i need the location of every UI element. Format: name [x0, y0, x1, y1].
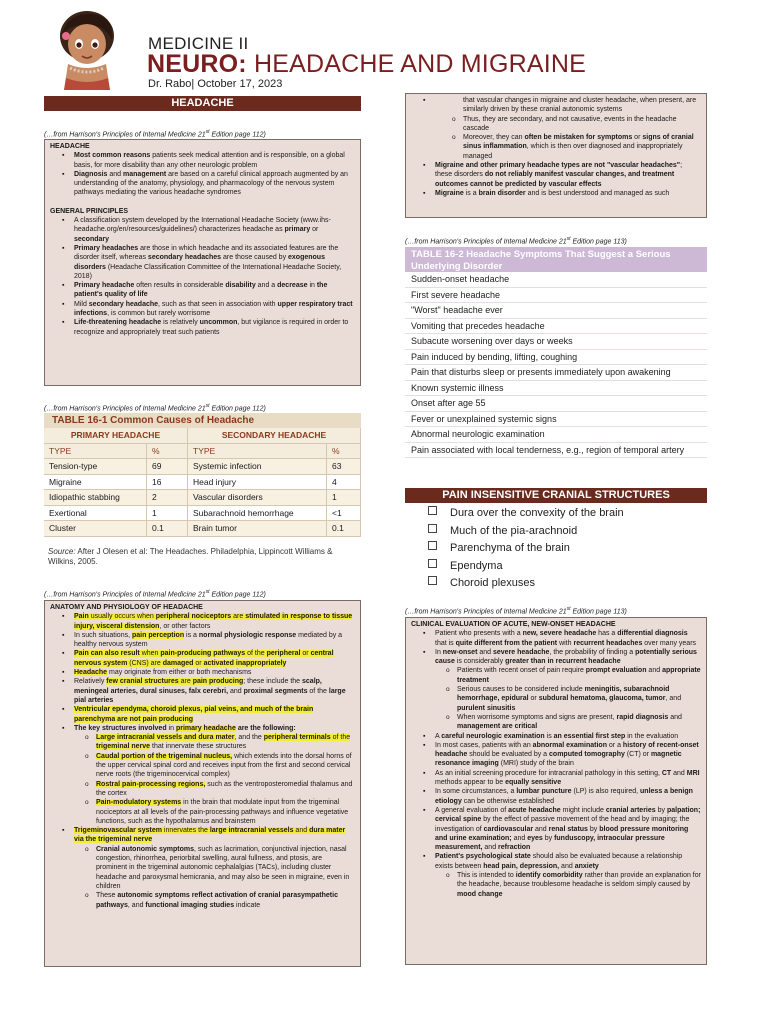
table-cell: 69 [147, 459, 188, 475]
section-bar-headache: HEADACHE [44, 96, 361, 111]
checkbox-icon [428, 524, 437, 533]
table-cell: 1 [147, 505, 188, 521]
headache-box [44, 139, 361, 386]
checkbox-icon [428, 506, 437, 515]
list-item: ▪ Diagnosis and management are based on a careful clinical approach augmented by an understanding of the anatomy, physiology, and pharmacology of the nervous system pathways mediating the various headache syndromes [74, 170, 355, 198]
list-item: ▪ Patient's psychological state should also be evaluated because a relationship exists between head pain, depression, and anxiety o This is intended to identify comorbidity rather than provide an explanation for the headache, because troublesome headache is seldom simply caused by mood change [435, 852, 701, 898]
table-cell: 1 [327, 490, 361, 506]
table-row: Abnormal neurologic examination [405, 427, 707, 443]
column-header: TYPE [188, 443, 327, 459]
table-cell: 4 [327, 474, 361, 490]
list-item: ▪ Primary headache often results in considerable disability and a decrease in the patient's quality of life [74, 281, 355, 300]
list-item [428, 575, 624, 593]
table-16-2 [405, 247, 707, 468]
table-row [44, 505, 361, 521]
table-cell: Head injury [188, 474, 327, 490]
table-cell: 2 [147, 490, 188, 506]
group-header-primary: PRIMARY HEADACHE [44, 428, 188, 443]
list-item: ▪ A general evaluation of acute headache might include cranial arteries by palpation; cervical spine by the effect of passive movement of the head and by imaging; the investigation of cardiovascular and renal status by blood pressure monitoring and urine examination; and eyes by funduscopy, intraocular pressure measurement, and refraction [435, 806, 701, 852]
list-item: ▪ Patient who presents with a new, severe headache has a differential diagnosis that is quite different from the patient with recurrent headaches over many years [435, 629, 701, 648]
table-row [44, 459, 361, 475]
list-item [463, 96, 701, 115]
list-item: o Caudal portion of the trigeminal nucleus, which extends into the dorsal horns of the upper cervical spinal cord and receives input from the first and second cervical nerve roots (the trigeminocervical complex) [96, 752, 355, 780]
anatomy-physiology-box [44, 600, 361, 967]
box-heading: GENERAL PRINCIPLES [50, 207, 129, 215]
title-bold: NEURO: [147, 50, 247, 78]
table-cell: Migraine [44, 474, 147, 490]
source-label: Source: [48, 547, 76, 556]
list-item: ▪ Trigeminovascular system innervates the large intracranial vessels and dura mater via the trigeminal nerve o Cranial autonomic symptoms, such as lacrimation, conjunctival injection, nasal congestion, rhinorrhea, periorbital swelling, aural fullness, and ptosis, are prominent in the trigeminal autonomic cephalalgias (TACs), including cluster headache and paroxysmal hemicrania, and may also be seen in migraine, even in children o These autonomic symptoms reflect activation of cranial parasympathetic pathways, and functional imaging studies indicate [74, 826, 355, 910]
table-cell: 0.1 [147, 521, 188, 537]
list-item: ▪ Pain can also result when pain-producing pathways of the peripheral or central nervous system (CNS) are damaged or activated inappropriately [74, 649, 355, 668]
list-item [428, 558, 624, 576]
table-row: Pain induced by bending, lifting, coughing [405, 350, 707, 366]
continued-box [405, 93, 707, 218]
table-row: Vomiting that precedes headache [405, 319, 707, 335]
list-item [428, 540, 624, 558]
column-header: % [147, 443, 188, 459]
list-item-label: Much of the pia-arachnoid [450, 524, 578, 537]
continued-text: that vascular changes in migraine and cluster headache, when present, are similarly driven by these cranial autonomic systems [463, 97, 697, 114]
table-cell: Systemic infection [188, 459, 327, 475]
list-item: ▪ Ventricular ependyma, choroid plexus, pial veins, and much of the brain parenchyma are not pain producing [74, 705, 355, 724]
section-bar-pain-insensitive: PAIN INSENSITIVE CRANIAL STRUCTURES [405, 488, 707, 503]
list-item: ▪ Life-threatening headache is relatively uncommon, but vigilance is required in order to recognize and appropriately treat such patients [74, 318, 355, 337]
table-row: Fever or unexplained systemic signs [405, 412, 707, 428]
list-item: o When worrisome symptoms and signs are present, rapid diagnosis and management are critical [457, 713, 701, 732]
table-cell: 63 [327, 459, 361, 475]
table-cell: Idiopathic stabbing [44, 490, 147, 506]
table-caption: TABLE 16-2 Headache Symptoms That Suggest a Serious Underlying Disorder [405, 247, 707, 272]
table-row: Onset after age 55 [405, 396, 707, 412]
source-note: (…from Harrison's Principles of Internal Medicine 21st Edition page 112) [44, 129, 266, 139]
box-heading: ANATOMY AND PHYSIOLOGY OF HEADACHE [50, 604, 203, 611]
list-item: o Pain-modulatory systems in the brain that modulate input from the trigeminal nociceptors at all levels of the pain-processing pathways and influence vegetative functions, such as the hypothalamus and brainstem [96, 798, 355, 826]
column-header: % [327, 443, 361, 459]
table-cell: 16 [147, 474, 188, 490]
list-item: ▪ The key structures involved in primary headache are the following: o Large intracranial vessels and dura mater, and the peripheral terminals of the trigeminal nerve that innervate these structures o Caudal portion of the trigeminal nucleus, which extends into the dorsal horns of the upper cervical spinal cord and receives input from the first and second cervical nerve roots (the trigeminocervical complex) o Rostral pain-processing regions, such as the ventroposteromedial thalamus and the cortex o Pain-modulatory systems in the brain that modulate input from the trigeminal nociceptors at all levels of the pain-processing pathways and influence vegetative functions, such as the hypothalamus and brainstem [74, 724, 355, 826]
list-item: o Large intracranial vessels and dura mater, and the peripheral terminals of the trigeminal nerve that innervate these structures [96, 733, 355, 752]
byline: Dr. Rabo| October 17, 2023 [148, 78, 283, 90]
box-heading: HEADACHE [50, 143, 90, 150]
checkbox-icon [428, 576, 437, 585]
table-16-1 [44, 413, 361, 543]
table-cell: Brain tumor [188, 521, 327, 537]
list-item: ▪ A classification system developed by the International Headache Society (www.ihs-headache.org/en/resources/guidelines/) characterizes headache as primary or secondary [74, 216, 355, 244]
box-heading: CLINICAL EVALUATION OF ACUTE, NEW-ONSET HEADACHE [411, 621, 616, 628]
checkbox-icon [428, 559, 437, 568]
table-row: Pain associated with local tenderness, e.g., region of temporal artery [405, 443, 707, 459]
list-item: o Rostral pain-processing regions, such as the ventroposteromedial thalamus and the cortex [96, 780, 355, 799]
list-item: ▪ Primary headaches are those in which headache and its associated features are the disorder itself, whereas secondary headaches are those caused by exogenous disorders (Headache Classification Committee of the International Headache Society, 2018) [74, 244, 355, 281]
table-cell: Exertional [44, 505, 147, 521]
table-caption: TABLE 16-1 Common Causes of Headache [44, 413, 361, 428]
pain-insensitive-list [428, 505, 624, 593]
list-item: o This is intended to identify comorbidity rather than provide an explanation for the headache, because troublesome headache is seldom simply caused by mood change [457, 871, 701, 899]
group-header-secondary: SECONDARY HEADACHE [188, 428, 361, 443]
clinical-evaluation-box [405, 617, 707, 965]
list-item: o Moreover, they can often be mistaken for symptoms or signs of cranial sinus inflammation, which is then over diagnosed and inappropriately managed [463, 133, 701, 161]
source-note: (…from Harrison's Principles of Internal Medicine 21st Edition page 112) [44, 403, 266, 413]
table-row [44, 490, 361, 506]
list-item: o Thus, they are secondary, and not causative, events in the headache cascade [463, 115, 701, 134]
source-note: (…from Harrison's Principles of Internal Medicine 21st Edition page 113) [405, 606, 627, 616]
list-item-label: Ependyma [450, 559, 503, 572]
table-row [44, 521, 361, 537]
list-item-label: Parenchyma of the brain [450, 542, 570, 554]
list-item [428, 505, 624, 523]
table-cell: Subarachnoid hemorrhage [188, 505, 327, 521]
table-row: Pain that disturbs sleep or presents immediately upon awakening [405, 365, 707, 381]
course-label: MEDICINE II [148, 34, 249, 53]
list-item: ▪ Mild secondary headache, such as that seen in association with upper respiratory tract infections, is common but rarely worrisome [74, 300, 355, 319]
list-item: ▪ In new-onset and severe headache, the probability of finding a potentially serious cause is considerably greater than in recurrent headache o Patients with recent onset of pain require prompt evaluation and appropriate treatment o Serious causes to be considered include meningitis, subarachnoid hemorrhage, epidural or subdural hematoma, glaucoma, tumor, and purulent sinusitis o When worrisome symptoms and signs are present, rapid diagnosis and management are critical [435, 648, 701, 732]
list-item-label: Dura over the convexity of the brain [450, 507, 624, 519]
list-item: ▪ Pain usually occurs when peripheral nociceptors are stimulated in response to tissue injury, visceral distension, or other factors [74, 612, 355, 631]
table-row: Known systemic illness [405, 381, 707, 397]
list-item: o These autonomic symptoms reflect activation of cranial parasympathetic pathways, and functional imaging studies indicate [96, 891, 355, 910]
list-item-label: Choroid plexuses [450, 577, 535, 589]
list-item: ▪ As an initial screening procedure for intracranial pathology in this setting, CT and MRI methods appear to be equally sensitive [435, 769, 701, 788]
table-cell: Cluster [44, 521, 147, 537]
list-item: o Cranial autonomic symptoms, such as lacrimation, conjunctival injection, nasal congestion, rhinorrhea, periorbital swelling, aural fullness, and ptosis, are prominent in the trigeminal autonomic cephalalgias (TACs), including cluster headache and paroxysmal hemicrania, and may also be seen in migraine, even in children [96, 845, 355, 891]
source-text: After J Olesen et al: The Headaches. Philadelphia, Lippincott Williams & Wilkins, 2005. [48, 547, 333, 566]
mascot-illustration [48, 6, 126, 90]
table-source [48, 547, 360, 567]
list-item: o Serious causes to be considered include meningitis, subarachnoid hemorrhage, epidural or subdural hematoma, glaucoma, tumor, and purulent sinusitis [457, 685, 701, 713]
list-item [428, 523, 624, 541]
table-row [44, 474, 361, 490]
column-header: TYPE [44, 443, 147, 459]
list-item: ▪ In most cases, patients with an abnormal examination or a history of recent-onset headache should be evaluated by a computed tomography (CT) or magnetic resonance imaging (MRI) study of the brain [435, 741, 701, 769]
list-item: ▪ Most common reasons patients seek medical attention and is responsible, on a global basis, for more disability than any other neurologic problem [74, 151, 355, 170]
checkbox-icon [428, 541, 437, 550]
table-row: "Worst" headache ever [405, 303, 707, 319]
table-row: First severe headache [405, 288, 707, 304]
list-item: ▪ Relatively few cranial structures are pain producing; these include the scalp, meningeal arteries, dural sinuses, falx cerebri, and proximal segments of the large pial arteries [74, 677, 355, 705]
source-note: (…from Harrison's Principles of Internal Medicine 21st Edition page 112) [44, 589, 266, 599]
list-item [435, 96, 701, 161]
page-title [147, 50, 586, 79]
table-cell: Vascular disorders [188, 490, 327, 506]
table-cell: Tension-type [44, 459, 147, 475]
source-note: (…from Harrison's Principles of Internal Medicine 21st Edition page 113) [405, 236, 627, 246]
title-rest: HEADACHE AND MIGRAINE [246, 50, 586, 78]
list-item: ▪ In some circumstances, a lumbar puncture (LP) is also required, unless a benign etiology can be otherwise established [435, 787, 701, 806]
list-item: ▪ Headache may originate from either or both mechanisms [74, 668, 355, 677]
list-item: o Patients with recent onset of pain require prompt evaluation and appropriate treatment [457, 666, 701, 685]
table-cell: <1 [327, 505, 361, 521]
list-item: ▪ A careful neurologic examination is an essential first step in the evaluation [435, 732, 701, 741]
list-item: ▪ In such situations, pain perception is a normal physiologic response mediated by a healthy nervous system [74, 631, 355, 650]
list-item: ▪ Migraine is a brain disorder and is best understood and managed as such [435, 189, 701, 198]
table-cell: 0.1 [327, 521, 361, 537]
list-item: ▪ Migraine and other primary headache types are not "vascular headaches"; these disorders do not reliably manifest vascular changes, and treatment outcomes cannot be predicted by vascular effects [435, 161, 701, 189]
table-row: Subacute worsening over days or weeks [405, 334, 707, 350]
table-row: Sudden-onset headache [405, 272, 707, 288]
